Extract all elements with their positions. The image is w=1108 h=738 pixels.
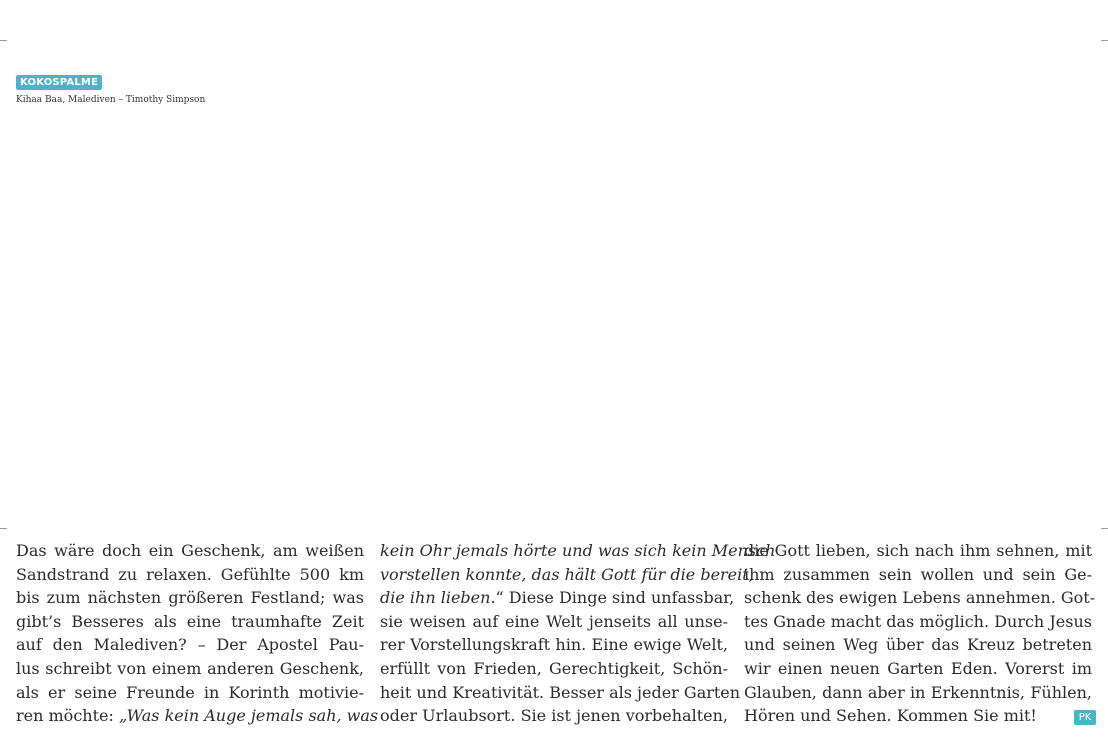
crop-mark bbox=[1101, 40, 1108, 41]
text-line bbox=[744, 610, 1092, 634]
body-text: auf den Malediven? – Der Apostel Pau- bbox=[16, 635, 364, 655]
text-line bbox=[380, 563, 754, 587]
text-line bbox=[16, 586, 364, 610]
body-text: die Gott lieben, sich nach ihm sehnen, mit bbox=[744, 541, 1092, 560]
body-text: rer Vorstellungskraft hin. Eine ewige Welt, bbox=[380, 635, 728, 655]
body-text: Sandstrand zu relaxen. Gefühlte 500 km bbox=[16, 564, 364, 584]
text-line bbox=[16, 681, 364, 705]
text-line bbox=[744, 681, 1092, 705]
crop-mark bbox=[0, 40, 7, 41]
text-line bbox=[380, 633, 728, 657]
article-column-3 bbox=[744, 539, 1096, 728]
body-text: sie weisen auf eine Welt jenseits all unse- bbox=[380, 611, 728, 631]
text-line bbox=[744, 539, 1092, 563]
body-text: tes Gnade macht das möglich. Durch Jesus bbox=[744, 611, 1092, 631]
text-line bbox=[744, 657, 1092, 681]
text-line bbox=[16, 563, 364, 587]
body-text: ren möchte: bbox=[16, 706, 119, 726]
crop-mark bbox=[1101, 528, 1108, 529]
body-text: Glauben, dann aber in Erkenntnis, Fühlen, bbox=[744, 682, 1092, 702]
text-line bbox=[380, 539, 776, 563]
caption-credit: Kihaa Baa, Malediven – Timothy Simpson bbox=[16, 95, 206, 105]
article-column-2 bbox=[380, 539, 776, 728]
body-text: heit und Kreativität. Besser als jeder Garten bbox=[380, 682, 741, 702]
body-text: bis zum nächsten größeren Festland; was bbox=[16, 588, 364, 608]
body-text: schenk des ewigen Lebens annehmen. Got- bbox=[744, 588, 1096, 608]
text-line bbox=[380, 704, 728, 728]
text-line bbox=[16, 539, 364, 563]
body-text: lus schreibt von einem anderen Geschenk, bbox=[16, 658, 364, 678]
quote-text: kein Ohr jemals hörte und was sich kein Mensch bbox=[380, 541, 776, 560]
quote-text: vorstellen konnte, das hält Gott für die bereit, bbox=[380, 564, 754, 584]
body-text: “ Diese Dinge sind unfassbar, bbox=[495, 588, 735, 608]
text-line bbox=[16, 704, 379, 728]
text-line bbox=[16, 610, 364, 634]
body-text: Das wäre doch ein Geschenk, am weißen bbox=[16, 541, 364, 560]
text-line bbox=[380, 657, 728, 681]
body-text: ihm zusammen sein wollen und sein Ge- bbox=[744, 564, 1092, 584]
author-badge: PK bbox=[1074, 710, 1096, 725]
body-text: als er seine Freunde in Korinth motivie- bbox=[16, 682, 364, 702]
body-text: erfüllt von Frieden, Gerechtigkeit, Schön- bbox=[380, 658, 728, 678]
body-text: und seinen Weg über das Kreuz betreten bbox=[744, 635, 1092, 655]
article-column-1 bbox=[16, 539, 379, 728]
body-text: wir einen neuen Garten Eden. Vorerst im bbox=[744, 658, 1092, 678]
text-line bbox=[380, 681, 741, 705]
photo-caption bbox=[16, 70, 205, 105]
body-text: Hören und Sehen. Kommen Sie mit! bbox=[744, 706, 1037, 726]
body-text: gibt’s Besseres als eine traumhafte Zeit bbox=[16, 611, 364, 631]
caption-tag: KOKOSPALME bbox=[16, 75, 102, 90]
text-line bbox=[16, 633, 364, 657]
quote-text: „Was kein Auge jemals sah, was bbox=[118, 706, 379, 726]
text-line bbox=[380, 586, 735, 610]
crop-mark bbox=[0, 528, 7, 529]
text-line bbox=[380, 610, 728, 634]
quote-text: die ihn lieben. bbox=[380, 588, 496, 608]
text-line bbox=[744, 633, 1092, 657]
text-line bbox=[744, 586, 1096, 610]
text-line bbox=[16, 657, 364, 681]
text-line bbox=[744, 563, 1092, 587]
text-line bbox=[744, 704, 1092, 728]
body-text: oder Urlaubsort. Sie ist jenen vorbehalten, bbox=[380, 706, 728, 726]
